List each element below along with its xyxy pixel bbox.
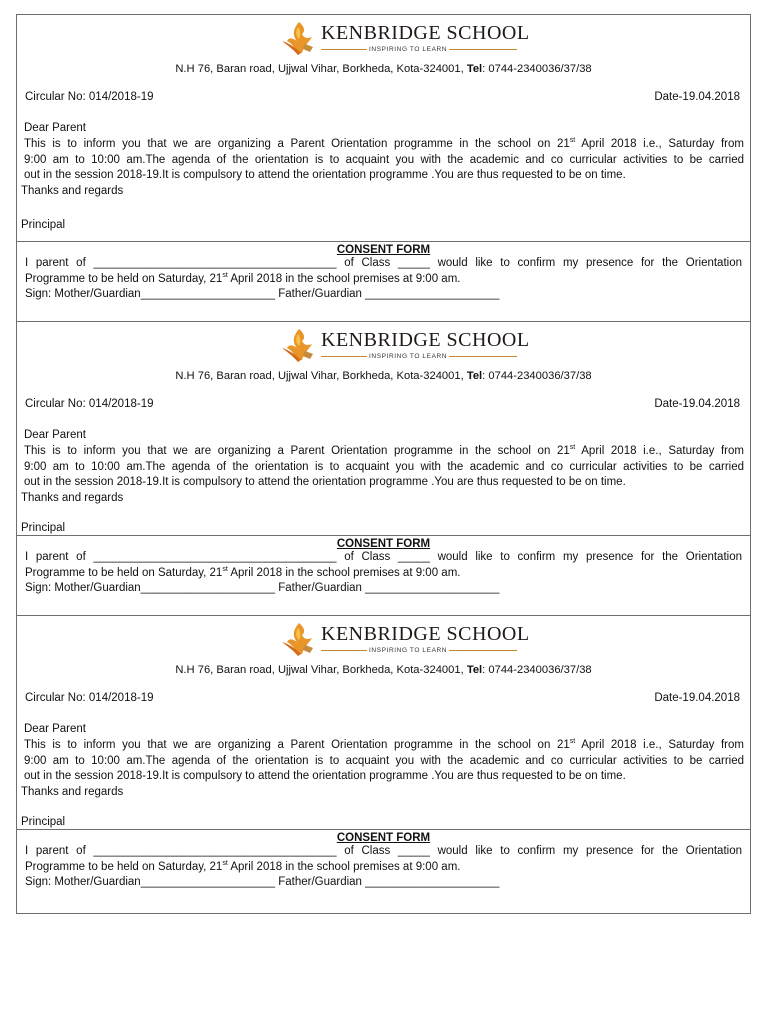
consent-text-part: Programme to be held on Saturday, 21 — [25, 566, 223, 579]
circular-date: Date-19.04.2018 — [654, 91, 740, 103]
body-line: 9:00 am to 10:00 am.The agenda of the orientation is to acquaint you with the academic and co curricular activities to be carried — [24, 460, 744, 473]
school-address — [17, 63, 750, 75]
consent-form — [16, 241, 751, 321]
circular-body — [21, 428, 744, 507]
principal-signoff: Principal — [21, 219, 66, 231]
superscript: st — [569, 737, 576, 745]
consent-form — [16, 829, 751, 914]
consent-text-part: Programme to be held on Saturday, 21 — [25, 860, 223, 873]
circular-number: Circular No: 014/2018-19 — [25, 398, 154, 410]
tel-label: Tel — [466, 370, 483, 382]
thanks-line: Thanks and regards — [21, 185, 124, 198]
body-text: April 2018 i.e., Saturday from — [575, 444, 744, 457]
consent-text-part: April 2018 in the school premises at 9:00 am. — [227, 272, 461, 285]
body-text: This is to inform you that we are organizing a Parent Orientation programme in the school on 21 — [24, 738, 570, 751]
body-line: out in the session 2018-19.It is compulsory to attend the orientation programme .You are thus requested to be on time. — [24, 169, 626, 182]
torch-flame-icon — [279, 620, 319, 660]
consent-form — [16, 535, 751, 615]
circular-body — [21, 121, 744, 200]
consent-text-part: April 2018 in the school premises at 9:00 am. — [227, 566, 461, 579]
tel-number: : 0744-2340036/37/38 — [482, 370, 592, 382]
school-logo — [279, 326, 530, 366]
consent-line — [25, 566, 742, 582]
consent-line: I parent of ______________________________________ of Class _____ would like to confirm my presence for the Orientation — [25, 257, 742, 269]
torch-flame-icon — [279, 326, 319, 366]
superscript: st — [569, 443, 576, 451]
school-address — [17, 370, 750, 382]
circular-date: Date-19.04.2018 — [654, 398, 740, 410]
circular-block — [16, 321, 751, 535]
circular-body — [21, 722, 744, 801]
school-logo — [279, 19, 530, 59]
body-line: 9:00 am to 10:00 am.The agenda of the orientation is to acquaint you with the academic and co curricular activities to be carried — [24, 153, 744, 166]
signature-line: Sign: Mother/Guardian_____________________ Father/Guardian _____________________ — [25, 582, 500, 595]
body-text: April 2018 i.e., Saturday from — [575, 738, 744, 751]
body-line — [24, 444, 744, 460]
body-line — [24, 738, 744, 754]
principal-signoff: Principal — [21, 522, 66, 534]
address-text: N.H 76, Baran road, Ujjwal Vihar, Borkheda, Kota-324001, — [175, 63, 467, 75]
consent-text-part: Programme to be held on Saturday, 21 — [25, 272, 223, 285]
consent-title: CONSENT FORM — [336, 538, 431, 550]
consent-line: I parent of ______________________________________ of Class _____ would like to confirm my presence for the Orientation — [25, 845, 742, 857]
superscript: st — [222, 859, 228, 867]
signature-line: Sign: Mother/Guardian_____________________ Father/Guardian _____________________ — [25, 876, 500, 889]
consent-text-part: April 2018 in the school premises at 9:00 am. — [227, 860, 461, 873]
circular-number: Circular No: 014/2018-19 — [25, 91, 154, 103]
superscript: st — [569, 136, 576, 144]
circular-block — [16, 14, 751, 241]
signature-line: Sign: Mother/Guardian_____________________ Father/Guardian _____________________ — [25, 288, 500, 301]
address-text: N.H 76, Baran road, Ujjwal Vihar, Borkheda, Kota-324001, — [175, 664, 467, 676]
thanks-line: Thanks and regards — [21, 492, 124, 505]
salutation: Dear Parent — [24, 122, 87, 134]
body-line — [24, 137, 744, 153]
body-text: This is to inform you that we are organizing a Parent Orientation programme in the school on 21 — [24, 444, 570, 457]
salutation: Dear Parent — [24, 723, 87, 735]
school-tagline: INSPIRING TO LEARN — [369, 647, 448, 654]
consent-line — [25, 860, 742, 876]
tel-label: Tel — [466, 63, 483, 75]
body-text: April 2018 i.e., Saturday from — [575, 137, 744, 150]
circular-page — [16, 14, 751, 914]
consent-title: CONSENT FORM — [336, 832, 431, 844]
torch-flame-icon — [279, 19, 319, 59]
school-name: KENBRIDGE SCHOOL — [321, 22, 530, 44]
address-text: N.H 76, Baran road, Ujjwal Vihar, Borkheda, Kota-324001, — [175, 370, 467, 382]
school-name: KENBRIDGE SCHOOL — [321, 623, 530, 645]
body-line: 9:00 am to 10:00 am.The agenda of the orientation is to acquaint you with the academic and co curricular activities to be carried — [24, 754, 744, 767]
tel-label: Tel — [466, 664, 483, 676]
salutation: Dear Parent — [24, 429, 87, 441]
superscript: st — [222, 271, 228, 279]
body-line: out in the session 2018-19.It is compulsory to attend the orientation programme .You are thus requested to be on time. — [24, 770, 626, 783]
consent-text — [17, 256, 750, 303]
tel-number: : 0744-2340036/37/38 — [482, 664, 592, 676]
consent-title: CONSENT FORM — [336, 244, 431, 256]
body-text: This is to inform you that we are organizing a Parent Orientation programme in the school on 21 — [24, 137, 570, 150]
principal-signoff: Principal — [21, 816, 66, 828]
thanks-line: Thanks and regards — [21, 786, 124, 799]
consent-text — [17, 844, 750, 891]
consent-line — [25, 272, 742, 288]
circular-date: Date-19.04.2018 — [654, 692, 740, 704]
tel-number: : 0744-2340036/37/38 — [482, 63, 592, 75]
school-address — [17, 664, 750, 676]
school-tagline: INSPIRING TO LEARN — [369, 353, 448, 360]
circular-number: Circular No: 014/2018-19 — [25, 692, 154, 704]
body-line: out in the session 2018-19.It is compulsory to attend the orientation programme .You are thus requested to be on time. — [24, 476, 626, 489]
consent-line: I parent of ______________________________________ of Class _____ would like to confirm my presence for the Orientation — [25, 551, 742, 563]
consent-text — [17, 550, 750, 597]
school-tagline: INSPIRING TO LEARN — [369, 46, 448, 53]
superscript: st — [222, 565, 228, 573]
school-logo — [279, 620, 530, 660]
school-name: KENBRIDGE SCHOOL — [321, 329, 530, 351]
circular-block — [16, 615, 751, 829]
